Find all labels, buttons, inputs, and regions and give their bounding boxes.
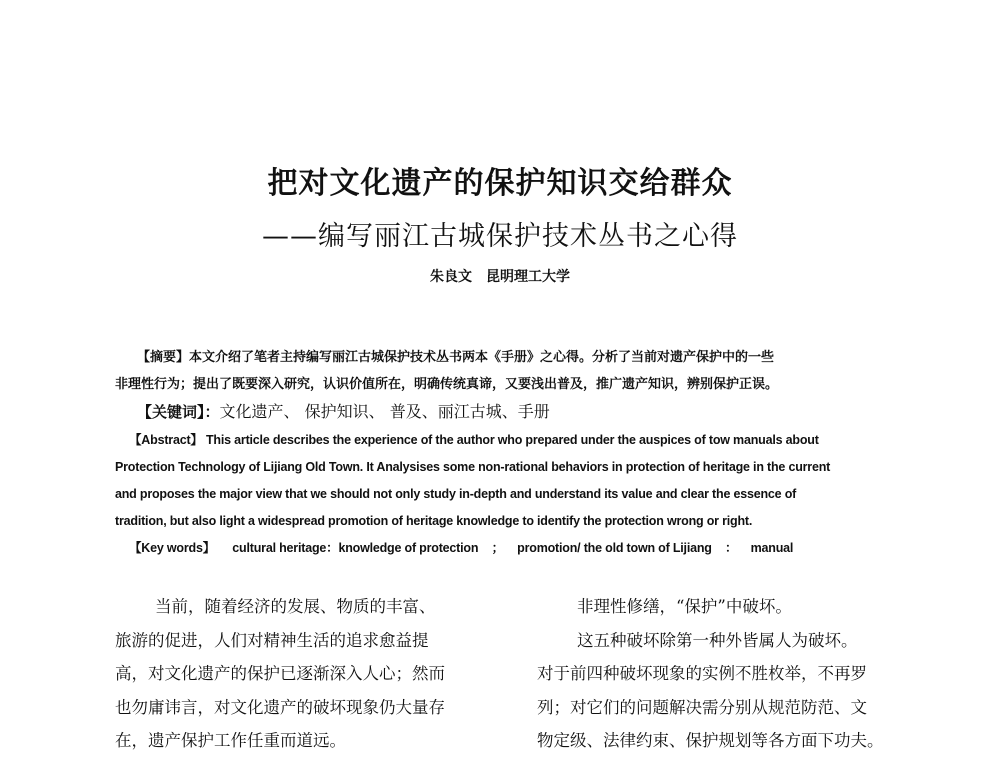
abstract-cn (115, 344, 885, 425)
paper-subtitle: ——编写丽江古城保护技术丛书之心得 (262, 221, 738, 252)
body-line: 也勿庸讳言，对文化遗产的破坏现象仍大量存 (115, 697, 445, 717)
keywords-en-item: promotion/ the old town of Lijiang (517, 541, 712, 555)
abstract-en-line: Protection Technology of Lijiang Old Town. It Analysises some non-rational behaviors in protection of heritage in the current (115, 460, 831, 474)
body-line: 这五种破坏除第一种外皆属人为破坏。 (577, 630, 858, 650)
body-line: 列；对它们的问题解决需分别从规范防范、文 (537, 697, 867, 717)
keywords-en (115, 535, 890, 562)
abstract-cn-line: 非理性行为；提出了既要深入研究，认识价值所在，明确传统真谛，又要浅出普及，推广遗产知识，辨别保护正误。 (115, 377, 779, 392)
abstract-en-line: and proposes the major view that we should not only study in-depth and understand its value and clear the essence of (115, 487, 797, 501)
body-line: 对于前四种破坏现象的实例不胜枚举，不再罗 (537, 664, 867, 683)
author-name: 朱良文 (430, 269, 472, 285)
body-line: 在，遗产保护工作任重而道远。 (115, 731, 346, 750)
abstract-en-line: tradition, but also light a widespread promotion of heritage knowledge to identify the protection wrong or right. (115, 514, 753, 528)
keywords-en-separator: ； (491, 541, 504, 555)
keywords-en-item: cultural heritage：knowledge of protection (232, 541, 479, 555)
body-line: 非理性修缮，“保护”中破坏。 (577, 597, 792, 616)
body-line: 旅游的促进，人们对精神生活的追求愈益提 (115, 630, 429, 650)
author-line (0, 266, 1000, 286)
keywords-cn-label: 【关键词】： (137, 403, 220, 421)
body-line: 高，对文化遗产的保护已逐渐深入人心；然而 (115, 664, 445, 683)
body-left-column (115, 590, 475, 758)
keywords-cn-text: 文化遗产、 保护知识、 普及、丽江古城、手册 (219, 402, 550, 421)
body-line: 物定级、法律约束、保护规划等各方面下功夫。 (537, 731, 884, 750)
body-right-column (537, 590, 897, 758)
keywords-en-item: manual (750, 541, 794, 555)
abstract-en-line: 【Abstract】 This article describes the experience of the author who prepared under the auspices of tow manuals about (129, 433, 819, 447)
keywords-en-label: 【Key words】 (129, 541, 216, 555)
abstract-en (115, 427, 890, 562)
keywords-en-separator: ： (725, 541, 738, 555)
paper-title: 把对文化遗产的保护知识交给群众 (267, 166, 733, 201)
body-line: 当前，随着经济的发展、物质的丰富、 (155, 597, 436, 616)
author-affiliation: 昆明理工大学 (486, 269, 570, 285)
abstract-cn-line: 【摘要】本文介绍了笔者主持编写丽江古城保护技术丛书两本《手册》之心得。分析了当前对遗产保护中的一些 (137, 350, 775, 365)
keywords-cn (115, 398, 885, 425)
